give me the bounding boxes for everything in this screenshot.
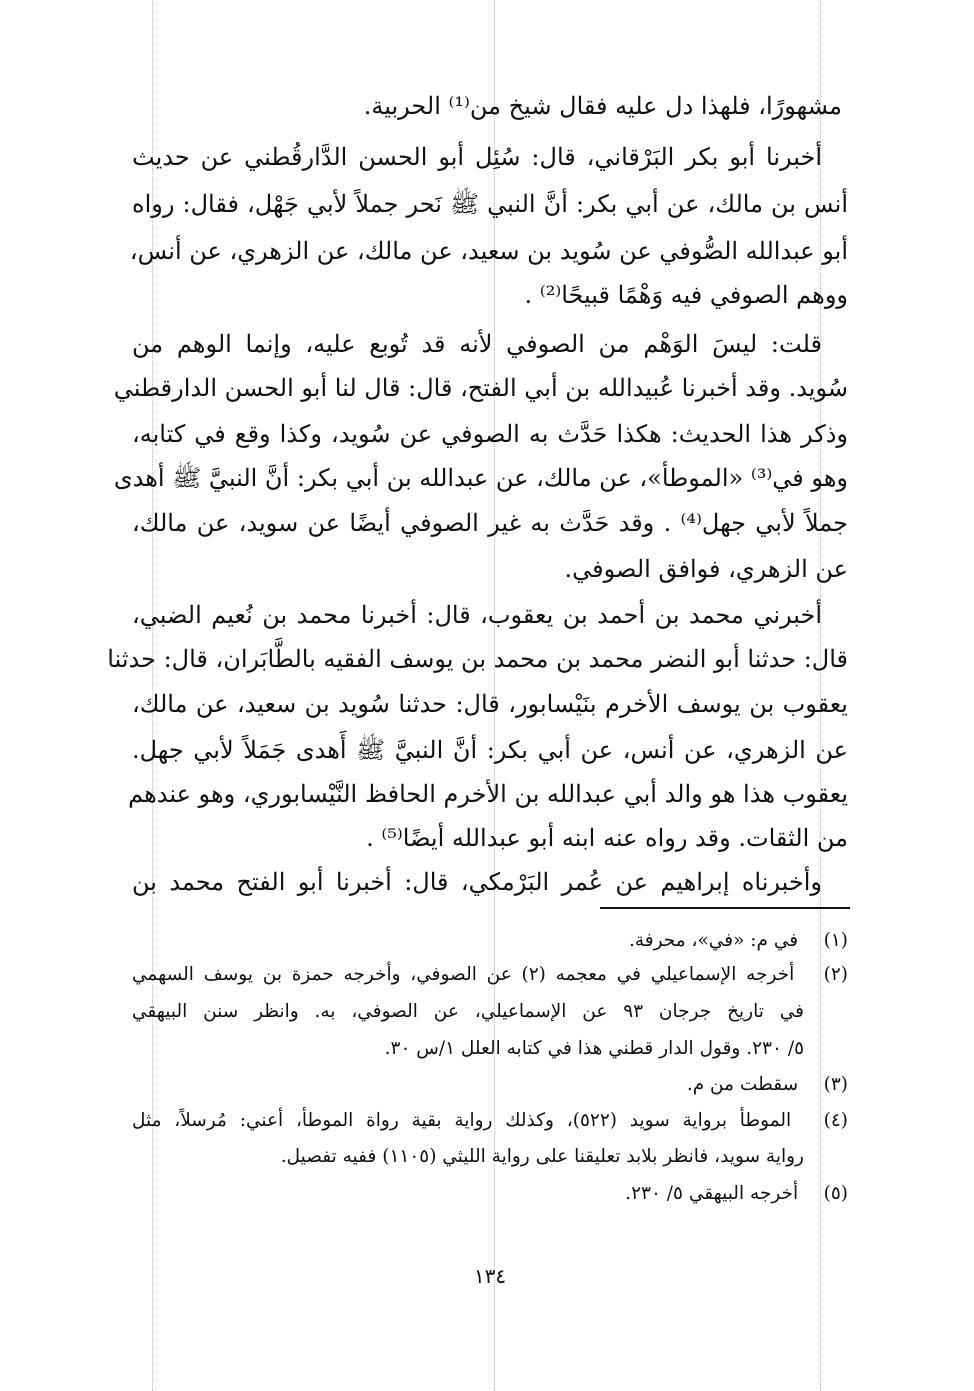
body-line: من الثقات. وقد رواه عنه ابنه أبو عبدالله أيضًا⁽⁵⁾ .: [366, 824, 848, 852]
footnote-number: (٥): [823, 1183, 848, 1204]
footnote-4: [132, 1104, 848, 1138]
body-line: قلت: ليسَ الوَهْم من الصوفي لأنه قد تُوبع عليه، وإنما الوهم من: [132, 330, 822, 358]
body-line: أخبرنا أبو بكر البَرْقاني، قال: سُئِل أبو الحسن الدَّارقُطني عن حديث: [132, 143, 822, 171]
page-number: ١٣٤: [473, 1264, 507, 1288]
footnote-number: (٣): [823, 1074, 848, 1095]
body-line: سُويد. وقد أخبرنا عُبيدالله بن أبي الفتح، قال: قال لنا أبو الحسن الدارقطني: [113, 374, 848, 402]
footnote-separator: [600, 907, 850, 909]
footnote-3: [132, 1068, 848, 1102]
footnote-2-line: ٥/ ٢٣٠. وقول الدار قطني هذا في كتابه العلل ١/س ٣٠.: [384, 1038, 804, 1059]
body-line: قال: حدثنا أبو النضر محمد بن محمد بن يوسف الفقيه بالطَّابَران، قال: حدثنا: [107, 645, 848, 673]
body-line: جملاً لأبي جهل⁽⁴⁾ . وقد حَدَّث به غير الصوفي أيضًا عن سويد، عن مالك،: [132, 509, 849, 537]
footnote-4-line: رواية سويد، فانظر بلابد تعليقنا على رواية الليثي (١١٠٥) ففيه تفصيل.: [280, 1146, 804, 1167]
body-line: مشهورًا، فلهذا دل عليه فقال شيخ من⁽¹⁾ الحربية.: [363, 92, 842, 120]
body-line: عن الزهري، عن أنس، عن أبي بكر: أنَّ النبيَّ ﷺ أَهدى جَمَلاً لأبي جهل.: [132, 736, 848, 764]
footnote-text: سقطت من م.: [686, 1074, 799, 1095]
body-line: وأخبرناه إبراهيم عن عُمر البَرْمكي، قال: أخبرنا أبو الفتح محمد بن: [132, 868, 822, 896]
footnote-number: (٤): [823, 1110, 848, 1131]
footnote-text: الموطأ برواية سويد (٥٢٢)، وكذلك رواية بقية رواة الموطأ، أعني: مُرسلاً، مثل: [132, 1110, 792, 1131]
footnote-1: [132, 924, 848, 958]
footnote-number: (٢): [823, 964, 848, 985]
footnote-5: [132, 1177, 848, 1211]
footnote-number: (١): [823, 930, 848, 951]
body-line: وذكر هذا الحديث: هكذا حَدَّث به الصوفي عن سُويد، وكذا وقع في كتابه،: [132, 420, 848, 448]
footnote-text: أخرجه الإسماعيلي في معجمه (٢) عن الصوفي، وأخرجه حمزة بن يوسف السهمي: [132, 964, 795, 985]
footnote-2: [132, 958, 848, 992]
body-line: ووهم الصوفي فيه وَهْمًا قبيحًا⁽²⁾ .: [524, 281, 848, 309]
footnote-2-line: في تاريخ جرجان ٩٣ عن الإسماعيلي، عن الصوفي، به. وانظر سنن البيهقي: [132, 1001, 804, 1022]
body-line: يعقوب هذا هو والد أبي عبدالله بن الأخرم الحافظ النَّيْسابوري، وهو عندهم: [128, 780, 848, 808]
body-line: أنس بن مالك، عن أبي بكر: أنَّ النبي ﷺ نَحر جملاً لأبي جَهْل، فقال: رواه: [132, 190, 848, 218]
body-line: عن الزهري، فوافق الصوفي.: [564, 555, 848, 583]
body-line: أبو عبدالله الصُّوفي عن سُويد بن سعيد، عن مالك، عن الزهري، عن أنس،: [129, 237, 848, 265]
footnote-text: أخرجه البيهقي ٥/ ٢٣٠.: [625, 1183, 799, 1204]
body-line: وهو في⁽³⁾ «الموطأ»، عن مالك، عن عبدالله بن أبي بكر: أنَّ النبيَّ ﷺ أهدى: [113, 464, 848, 492]
body-line: أخبرني محمد بن أحمد بن يعقوب، قال: أخبرنا محمد بن نُعيم الضبي،: [132, 601, 822, 629]
footnote-text: في م: «في»، محرفة.: [628, 930, 799, 951]
body-line: يعقوب بن يوسف الأخرم بنَيْسابور، قال: حدثنا سُويد بن سعيد، عن مالك،: [132, 690, 848, 718]
